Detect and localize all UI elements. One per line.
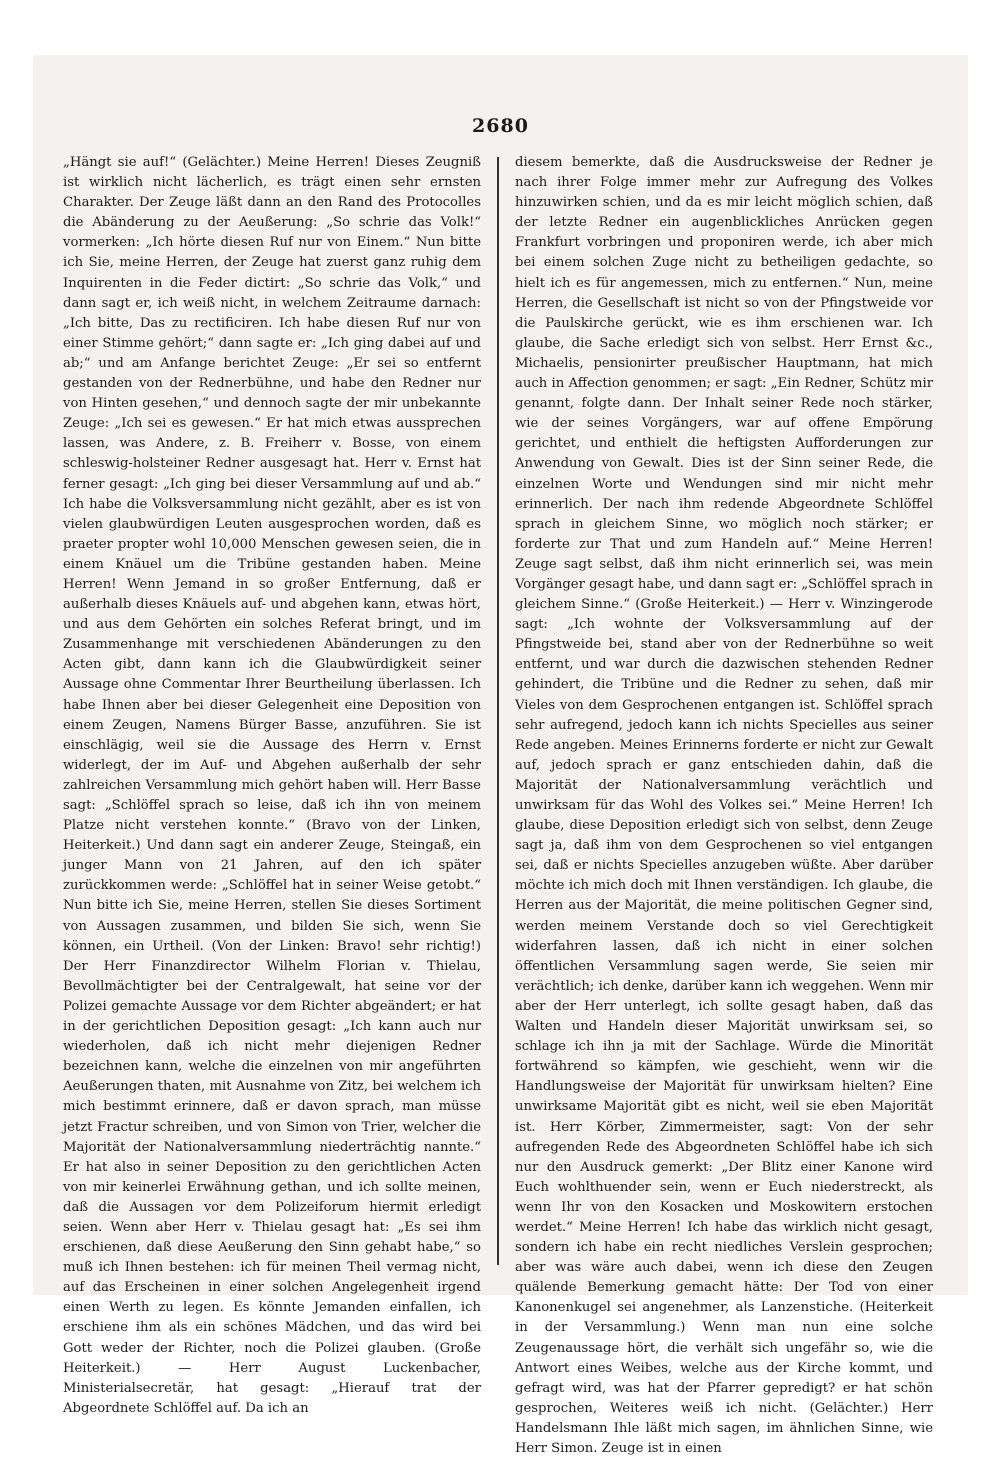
column-text: „Hängt sie auf!“ (Gelächter.) Meine Herren! Dieses Zeugniß ist wirklich nicht lächerlich, es trägt einen sehr ernsten Charakter. Der Zeuge läßt dann an den Rand des Protocolles die Abänderung zu der Aeußerung: „So schrie das Volk!“ vormerken: „Ich hörte diesen Ruf nur von Einem.“ Nun bitte ich Sie, meine Herren, der Zeuge hat zuerst ganz ruhig dem Inquirenten in die Feder dictirt: „So schrie das Volk,“ und dann sagt er, ich weiß nicht, in welchem Zeitraume darnach: „Ich bitte, Das zu rectificiren. Ich habe diesen Ruf nur von einer Stimme gehört;“ dann sagte er: „Ich ging dabei auf und ab;“ und am Anfange berichtet Zeuge: „Er sei so entfernt gestanden von der Rednerbühne, und habe den Redner nur von Hinten gesehen,“ und dennoch sagte der mir unbekannte Zeuge: „Ich sei es gewesen.“ Er hat mich etwas aussprechen lassen, was Andere, z. B. Freiherr v. Bosse, von einem schleswig-holsteiner Redner ausgesagt hat. Herr v. Ernst hat ferner gesagt: „Ich ging bei dieser Versammlung auf und ab.“ Ich habe die Volksversammlung nicht gezählt, aber es ist von vielen glaubwürdigen Leuten ausgesprochen worden, daß es praeter propter wohl 10,000 Menschen gewesen seien, die in einem Knäuel um die Tribüne gestanden haben. Meine Herren! Wenn Jemand in so großer Entfernung, daß er außerhalb dieses Knäuels auf- und abgehen kann, etwas hört, und aus dem Gehörten ein solches Referat bringt, und im Zusammenhange mit verschiedenen Abänderungen zu den Acten gibt, dann kann ich die Glaubwürdigkeit seiner Aussage ohne Commentar Ihrer Beurtheilung überlassen. Ich habe Ihnen aber bei dieser Gelegenheit eine Deposition von einem Zeugen, Namens Bürger Basse, anzuführen. Sie ist einschlägig, weil sie die Aussage des Herrn v. Ernst widerlegt, der im Auf- und Abgehen außerhalb der sehr zahlreichen Versammlung mich gehört haben will. Herr Basse sagt: „Schlöffel sprach so leise, daß ich ihn von meinem Platze nicht verstehen konnte.“ (Bravo von der Linken, Heiterkeit.) Und dann sagt ein anderer Zeuge, Steingaß, ein junger Mann von 21 Jahren, auf den ich später zurückkommen werde: „Schlöffel hat in seiner Weise getobt.“ Nun bitte ich Sie, meine Herren, stellen Sie dieses Sortiment von Aussagen zusammen, und bilden Sie sich, wenn Sie können, ein Urtheil. (Von der Linken: Bravo! sehr richtig!) Der Herr Finanzdirector Wilhelm Florian v. Thielau, Bevollmächtigter bei der Centralgewalt, hat seine vor der Polizei gemachte Aussage vor dem Richter abgeändert; er hat in der gerichtlichen Deposition gesagt: „Ich kann auch nur wiederholen, daß ich nicht mehr diejenigen Redner bezeichnen kann, welche die einzelnen von mir angeführten Aeußerungen thaten, mit Ausnahme von Zitz, bei welchem ich mich bestimmt erinnere, daß er davon sprach, man müsse jetzt Fractur schreiben, und von Simon von Trier, welcher die Majorität der Nationalversammlung niederträchtig nannte.“ Er hat also in seiner Deposition zu den gerichtlichen Acten von mir keinerlei Erwähnung gethan, und ich sollte meinen, daß die Aussagen vor dem Polizeiforum hiermit erledigt seien. Wenn aber Herr v. Thielau gesagt hat: „Es sei ihm erschienen, daß diese Aeußerung den Sinn gehabt habe,“ so muß ich Ihnen bestehen: ich für meinen Theil vermag nicht, auf das Erscheinen in einer solchen Angelegenheit irgend einen Werth zu legen. Es könnte Jemanden einfallen, ich erschiene ihm als ein schönes Mädchen, und das wird bei Gott weder der Richter, noch die Polizei glauben. (Große Heiterkeit.) — Herr August Luckenbacher, Ministerialsecretär, hat gesagt: „Hierauf trat der Abgeordnete Schlöffel auf. Da ich an (63, 155, 481, 1416)
column-divider (497, 157, 499, 1265)
text-column-left (63, 153, 481, 1416)
newspaper-page (33, 55, 968, 1456)
text-column-right (515, 153, 933, 1456)
column-text: diesem bemerkte, daß die Ausdrucksweise der Redner je nach ihrer Folge immer mehr zur Aufregung des Volkes hinzuwirken schien, und da es mir leicht möglich schien, daß der letzte Redner ein augenblickliches Anrücken gegen Frankfurt vorbringen und proponiren werde, ich aber mich bei einem solchen Zuge nicht zu betheiligen gedachte, so hielt ich es für angemessen, mich zu entfernen.“ Nun, meine Herren, die Gesellschaft ist nicht so von der Pfingstweide vor die Paulskirche gerückt, wie es ihm erschienen war. Ich glaube, die Sache erledigt sich von selbst. Herr Ernst &c., Michaelis, pensionirter preußischer Hauptmann, hat mich auch in Affection genommen; er sagt: „Ein Redner, Schütz mir genannt, folgte dann. Der Inhalt seiner Rede noch stärker, wie der seines Vorgängers, war auf offene Empörung gerichtet, und enthielt die heftigsten Aufforderungen zur Anwendung von Gewalt. Dies ist der Sinn seiner Rede, die einzelnen Worte und Wendungen sind mir nicht mehr erinnerlich. Der nach ihm redende Abgeordnete Schlöffel sprach in gleichem Sinne, wo möglich noch stärker; er forderte zur That und zum Handeln auf.“ Meine Herren! Zeuge sagt selbst, daß ihm nicht erinnerlich sei, was mein Vorgänger gesagt habe, und dann sagt er: „Schlöffel sprach in gleichem Sinne.“ (Große Heiterkeit.) — Herr v. Winzingerode sagt: „Ich wohnte der Volksversammlung auf der Pfingstweide bei, stand aber von der Rednerbühne so weit entfernt, und war durch die dazwischen stehenden Redner gehindert, die Tribüne und die Redner zu sehen, daß mir Vieles von dem Gesprochenen entgangen ist. Schlöffel sprach sehr aufregend, jedoch kann ich nichts Specielles aus seiner Rede angeben. Meines Erinnerns forderte er nicht zur Gewalt auf, jedoch sprach er ganz entschieden dahin, daß die Majorität der Nationalversammlung verächtlich und unwirksam für das Wohl des Volkes sei.“ Meine Herren! Ich glaube, diese Deposition erledigt sich von selbst, denn Zeuge sagt ja, daß ihm von dem Gesprochenen so viel entgangen sei, daß er nichts Specielles anzugeben wüßte. Aber darüber möchte ich mich doch mit Ihnen verständigen. Ich glaube, die Herren aus der Majorität, die meine politischen Gegner sind, werden meinem Verstande doch so viel Gerechtigkeit widerfahren lassen, daß ich nicht in einer solchen öffentlichen Versammlung sagen werde, Sie seien mir verächtlich; ich denke, darüber kann ich weggehen. Wenn mir aber der Herr unterlegt, ich sollte gesagt haben, daß das Walten und Handeln dieser Majorität unwirksam sei, so schlage ich ihn ja mit der Sachlage. Würde die Minorität fortwährend so kämpfen, wie geschieht, wenn wir die Handlungsweise der Majorität für unwirksam hielten? Eine unwirksame Majorität gibt es nicht, weil sie eben Majorität ist. Herr Körber, Zimmermeister, sagt: Von der sehr aufregenden Rede des Abgeordneten Schlöffel habe ich sich nur den Ausdruck gemerkt: „Der Blitz einer Kanone wird Euch wohlthuender sein, wenn er Euch niederstreckt, als wenn Ihr von den Kosacken und Moskowitern erstochen werdet.“ Meine Herren! Ich habe das wirklich nicht gesagt, sondern ich habe ein recht niedliches Verslein gesprochen; aber was wäre auch dabei, wenn ich diese den Zeugen quälende Bemerkung gemacht hätte: Der Tod von einer Kanonenkugel sei angenehmer, als Lanzenstiche. (Heiterkeit in der Versammlung.) Wenn man nun eine solche Zeugenaussage hört, die verhält sich ungefähr so, wie die Antwort eines Weibes, welche aus der Kirche kommt, und gefragt wird, was hat der Pfarrer gepredigt? er hat schön gesprochen, Weiteres weiß ich nicht. (Gelächter.) Herr Handelsmann Ihle läßt mich sagen, im ähnlichen Sinne, wie Herr Simon. Zeuge ist in einen (515, 155, 933, 1456)
page-number: 2680 (472, 115, 529, 137)
